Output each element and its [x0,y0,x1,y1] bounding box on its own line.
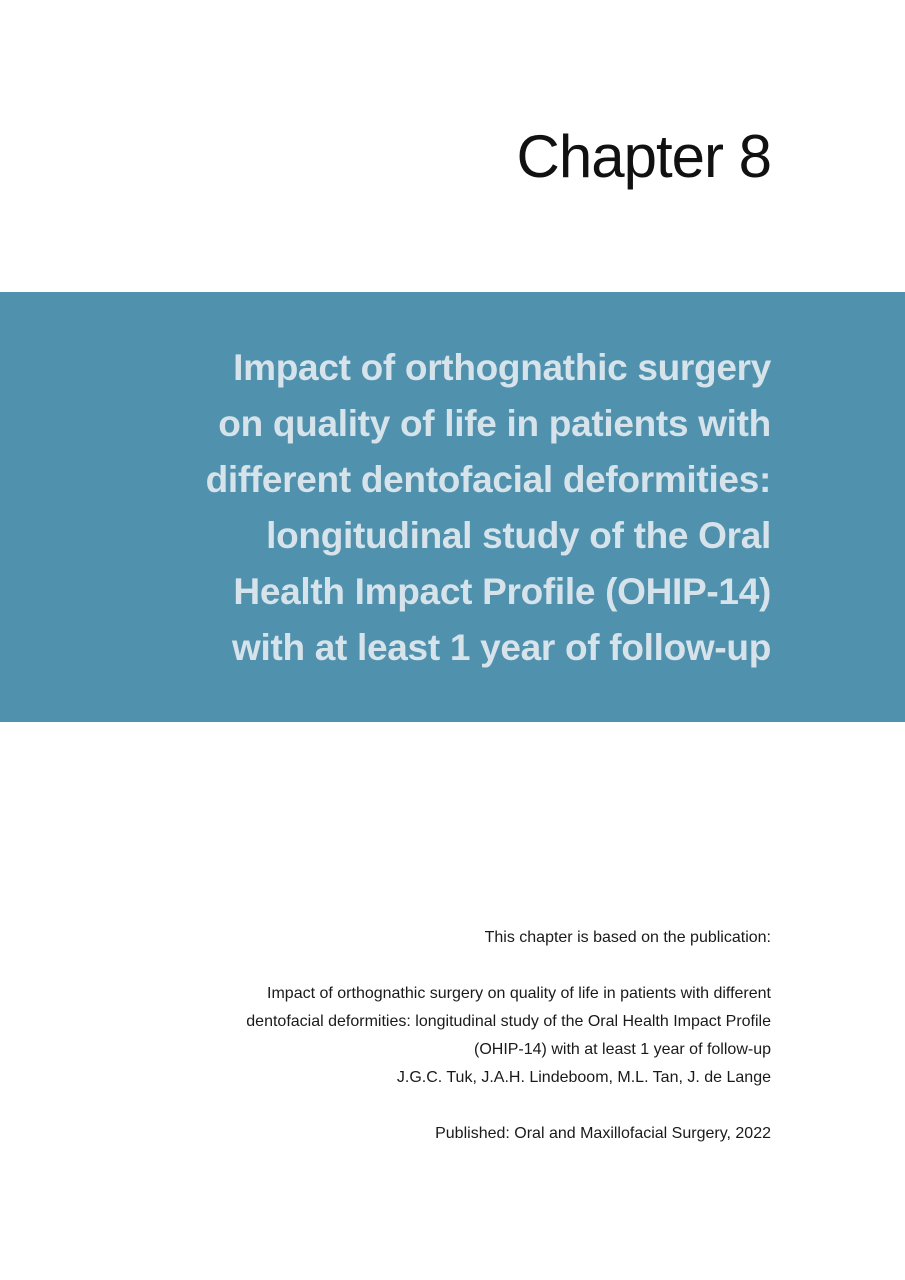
spacer [111,952,771,980]
publication-intro: This chapter is based on the publication: [484,929,771,946]
chapter-title-line: Impact of orthognathic surgery [233,347,771,388]
publication-authors: J.G.C. Tuk, J.A.H. Lindeboom, M.L. Tan, J. de Lange [396,1069,771,1086]
spacer [111,1092,771,1120]
citation-line: Impact of orthognathic surgery on quality of life in patients with different [267,985,771,1002]
citation-line: (OHIP-14) with at least 1 year of follow-up [473,1041,771,1058]
chapter-title-line: different dentofacial deformities: [205,459,771,500]
chapter-label: Chapter 8 [516,123,771,190]
chapter-title [111,340,771,676]
chapter-title-line: on quality of life in patients with [218,403,771,444]
chapter-title-line: Health Impact Profile (OHIP-14) [233,571,771,612]
chapter-title-line: longitudinal study of the Oral [266,515,771,556]
citation-line: dentofacial deformities: longitudinal study of the Oral Health Impact Profile [246,1013,771,1030]
chapter-title-line: with at least 1 year of follow-up [231,627,771,668]
publication-note [111,924,771,1148]
publication-venue: Published: Oral and Maxillofacial Surgery, 2022 [435,1125,771,1142]
